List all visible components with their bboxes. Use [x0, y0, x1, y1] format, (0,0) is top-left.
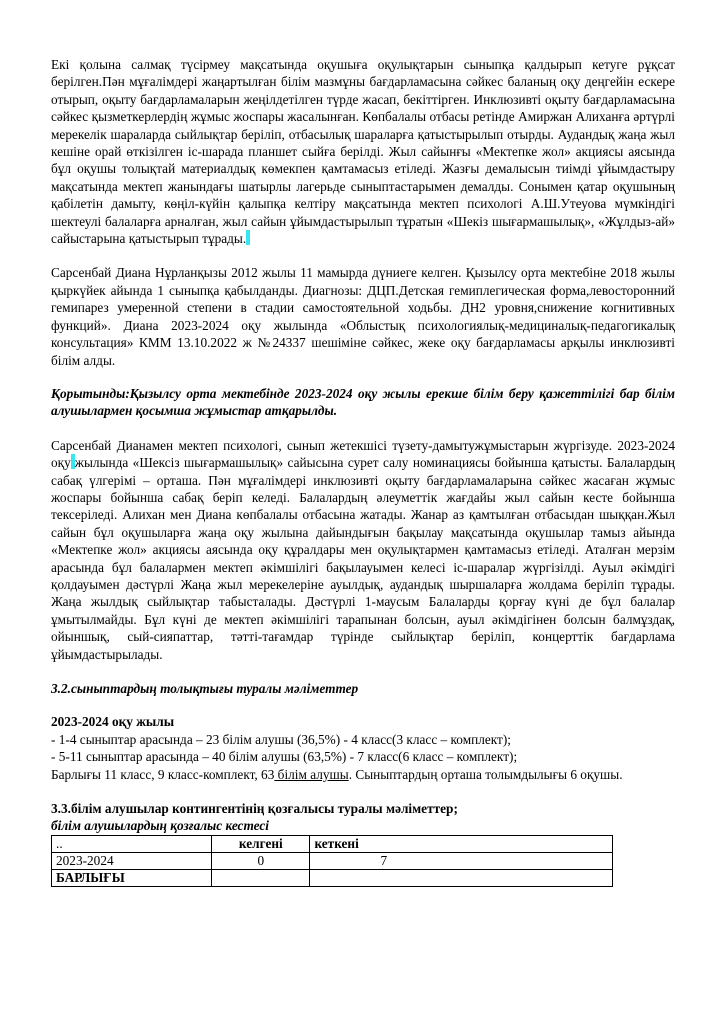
paragraph-text-part-1: Сарсенбай Дианамен мектеп психологі, сынып жетекшісі түзету-дамытужұмыстарын жүргізуде. 2023-2024 оқу — [51, 437, 675, 471]
document-page — [51, 56, 675, 887]
table-cell: БАРЛЫҒЫ — [52, 869, 212, 886]
student-movement-table — [51, 835, 613, 887]
table-header-cell: келгені — [212, 835, 310, 852]
table-row — [52, 852, 613, 869]
paragraph-text: Екі қолына салмақ түсірмеу мақсатында оқушыға оқулықтарын сыныпқа қалдырып кетуге рұқсат берілген.Пән мұғалімдері жаңартылған білім мазмұны бағдарламасына сәйкес баланың оқу деңгейін ескере отырып, оқыту бағдарламаларын жеңілдетілген түрде жасап, бекіттірген. Инклюзивті оқыту бағдарламасына сәйкес қызметкерлердің жұмыс жоспары жасалынған. Көпбалалы отбасы ретінде Амиржан Алиханға әртүрлі мерекелік шараларда сыйлықтар беріліп, отбасылық шараларға қатыстырылып отырды. Аудандық жаңа жыл кешіне орай өткізілген іс-шарада планшет сыйға берілді. Жыл сайынғы «Мектепке жол» акциясы аясында бұл оқушы толықтай материалдық көмекпен қамтамасыз етіледі. Жазғы демалысын тиімді ұйымдастыру мақсатында мектеп жанындағы шатырлы лагерьде сыныптастарымен демалды. Сонымен қатар оқушының қабілетін дамыту, көңіл-күйін қалыпқа келтіру мақсатында мектеп психологі А.Ш.Утеуова мүмкіндігі шектеулі балаларға арналған, жыл сайын ұйымдастырылып тұратын «Шекіз шығармашылық», «Жұлдыз-ай» сайыстарына қатыстырып тұрады. — [51, 57, 675, 247]
class-line-secondary: - 5-11 сыныптар арасында – 40 білім алушы (63,5%) - 7 класс(6 класс – комплект); — [51, 749, 518, 765]
paragraph-diana-info: Сарсенбай Диана Нұрланқызы 2012 жылы 11 мамырда дүниеге келген. Қызылсу орта мектебіне 2018 жылы қыркүйек айында 1 сыныпқа қабылданды. Диагнозы: ДЦП.Детская гемиплегическая форма,левосторонний гемипарез умеренной степени в стадии самостоятельной ходьбы. ДН2 уровня,снижение когнитивных функций». Диана 2023-2024 оқу жылында «Облыстық психологиялық-медициналық-педагогикалық консультация» КММ 13.10.2022 ж №24337 шешіміне сәйкес, жеке оқу бағдарламасы арқылы инклюзивті білім алды. — [51, 265, 675, 368]
highlight-mark — [246, 230, 250, 245]
table-caption: білім алушылардың қозғалыс кестесі — [51, 818, 269, 834]
summary-text-end: . Сыныптардың орташа толымдылығы 6 оқушы. — [348, 766, 623, 782]
class-summary — [51, 766, 675, 783]
summary-text-start: Барлығы 11 класс, 9 класс-комплект, 63 — [51, 766, 275, 782]
year-heading: 2023-2024 оқу жылы — [51, 714, 175, 730]
class-line-primary: - 1-4 сыныптар арасында – 23 білім алушы (36,5%) - 4 класс(3 класс – комплект); — [51, 731, 511, 747]
section-heading-3-3: 3.3.білім алушылар контингентінің қозғалысы туралы мәліметтер; — [51, 801, 458, 817]
table-header-cell: кеткені — [310, 835, 613, 852]
table-cell: 7 — [310, 852, 613, 869]
paragraph-support-measures — [51, 56, 675, 247]
table-cell: 2023-2024 — [52, 852, 212, 869]
table-cell — [212, 869, 310, 886]
table-header-cell: .. — [52, 835, 212, 852]
section-heading-3-2: 3.2.сыныптардың толықтығы туралы мәліметтер — [51, 681, 359, 696]
table-row — [52, 869, 613, 886]
conclusion-paragraph: Қорытынды:Қызылсу орта мектебінде 2023-2024 оқу жылы ерекше білім беру қажеттілігі бар білім алушылармен қосымша жұмыстар атқарылды. — [51, 385, 675, 419]
paragraph-diana-work — [51, 437, 675, 663]
table-header-row — [52, 835, 613, 852]
table-cell — [310, 869, 613, 886]
table-cell: 0 — [212, 852, 310, 869]
paragraph-text-part-2: жылында «Шексіз шығармашылық» сайысына сурет салу номинациясы бойынша қатысты. Балалардың сабақ үлгерімі – орташа. Пән мұғалімдері инклюзивті оқыту бағдарламаларына сәйкес жасаған жұмыс жоспары бойынша сабақ беріп келеді. Балалардың әлеуметтік жағдайы жыл сайын кесте бойынша тексеріледі. Алихан мен Диана көпбалалы отбасына жатады. Жанар аз қамтылған отбасыдан шыққан.Жыл сайын бұл оқушыларға жаңа оқу жылына дайындығын бақылау мақсатында оқушылар тамыз айында «Мектепке жол» акциясы аясында оқу құралдары мен оқулықтармен қамтамасыз етіледі. Аталған мерзім арасында бұл балалармен мектеп әкімшілігі бақылауымен келесі іс-шаралар жүргізілді. Ауыл әкімдігі қолдауымен дәстүрлі Жаңа жыл мерекелеріне ауылдық, аудандық шыршаларға жолдама беріліп тұрады. Жаңа жылдық сыйлықтар табысталады. Дәстүрлі 1-маусым Балаларды қорғау күні де бұл балалар ұмытылмайды. Бұл күні де мектеп әкімшілігі тарапынан болсын, ауыл әкімдігінен болсын балмұздақ, ойыншық, сый-сияпаттар, тәтті-тағамдар түрінде сыйлықтар беріліп, концерттік бағдарлама ұйымдастырылады. — [51, 455, 675, 662]
summary-text-underlined: білім алушы — [274, 766, 349, 782]
